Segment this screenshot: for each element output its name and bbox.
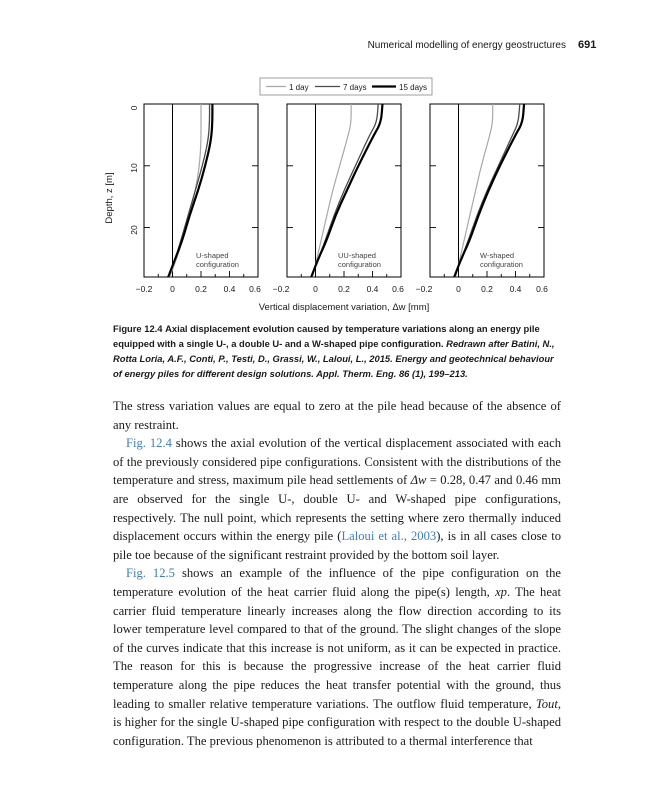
- panel-label-line2: configuration: [338, 260, 381, 269]
- x-tick-label: 0: [456, 284, 461, 294]
- y-axis-label: Depth, z [m]: [104, 172, 115, 224]
- panel-uu-shaped: [273, 104, 405, 294]
- chart-legend: [260, 78, 432, 95]
- x-tick-label: 0.2: [338, 284, 350, 294]
- x-tick-label: −0.2: [272, 284, 290, 294]
- panel-label-line2: configuration: [480, 260, 523, 269]
- citation-link-laloui-2003[interactable]: Laloui et al., 2003: [341, 529, 437, 544]
- x-tick-label: 0.6: [249, 284, 261, 294]
- x-tick-label: 0.2: [481, 284, 493, 294]
- legend-label-15-days: 15 days: [399, 83, 428, 92]
- y-tick-label-20: 20: [129, 225, 139, 235]
- x-tick-label: 0: [313, 284, 318, 294]
- x-tick-label: 0.4: [366, 284, 379, 294]
- figure-link-12-5[interactable]: Fig. 12.5: [126, 566, 175, 581]
- running-head: Numerical modelling of energy geostructures: [367, 40, 566, 51]
- panel-label-line1: W-shaped: [480, 251, 515, 260]
- math-tout: Tout: [535, 696, 558, 711]
- panel-label-line2: configuration: [196, 260, 239, 269]
- legend-label-1-day: 1 day: [289, 83, 309, 92]
- figure-12-4: [100, 70, 570, 320]
- x-tick-label: 0.4: [509, 284, 522, 294]
- caption-reference: Redrawn after Batini, N., Rotta Loria, A.F., Conti, P., Testi, D., Grassi, W., Laloui, L., 2015. Energy and geotechnical behaviour of energy piles for different design solutions. Appl. Therm. Eng. 86 (1), 199–213.: [113, 338, 555, 379]
- x-axis-label: Vertical displacement variation, Δw [mm]: [258, 302, 430, 313]
- y-tick-label-10: 10: [129, 163, 139, 173]
- x-tick-label: 0.4: [223, 284, 236, 294]
- legend-label-7-days: 7 days: [343, 83, 367, 92]
- x-tick-label: 0: [170, 284, 175, 294]
- body-text: [113, 397, 561, 750]
- x-tick-label: 0.6: [392, 284, 404, 294]
- math-xp: xp: [495, 584, 507, 599]
- x-tick-label: 0.6: [536, 284, 548, 294]
- caption-text: Axial displacement evolution caused by temperature variations along an energy pile equipped with a single U-, a double U- and a W-shaped pipe configuration.: [113, 323, 540, 349]
- paragraph-2: Fig. 12.4 shows the axial evolution of the vertical displacement associated with each of the previously considered pipe configurations. Consistent with the distributions of the temperature and stress, maximum pile head settlements of Δw = 0.28, 0.47 and 0.46 mm are observed for the single U-, double U- and W-shaped pipe configurations, respectively. The null point, which represents the setting where zero thermally induced displacement occurs within the energy pile (Laloui et al., 2003), is in all cases close to pile toe because of the significant restraint provided by the bottom soil layer.: [113, 436, 562, 562]
- page-number: 691: [578, 39, 597, 51]
- displacement-chart: [100, 70, 570, 320]
- caption-label: Figure 12.4: [113, 323, 163, 334]
- figure-caption: [113, 321, 561, 381]
- panel-label-line1: U-shaped: [196, 251, 229, 260]
- y-tick-label-0: 0: [129, 105, 139, 111]
- panel-label-line1: UU-shaped: [338, 251, 376, 260]
- paragraph-1: The stress variation values are equal to zero at the pile head because of the absence of any restraint.: [113, 399, 561, 432]
- x-tick-label: −0.2: [135, 284, 153, 294]
- figure-link-12-4[interactable]: Fig. 12.4: [126, 436, 172, 451]
- panel-u-shaped: [136, 104, 262, 294]
- math-delta-w: Δw: [410, 473, 427, 488]
- paragraph-3: Fig. 12.5 shows an example of the influence of the pipe configuration on the temperature evolution of the heat carrier fluid along the pipe(s) length, xp. The heat carrier fluid temperature linearly increases along the flow direction according to its lower temperature level compared to that of the ground. The slight changes of the slope of the curves indicate that this increase is not uniform, as it can be expected in practice. The reason for this is because the progressive increase of the heat carrier fluid temperature along the pipe reduces the heat transfer potential with the ground, thus leading to smaller relative temperature variations. The outflow fluid temperature, Tout, is higher for the single U-shaped pipe configuration with respect to the double U-shaped configuration. The previous phenomenon is attributed to a thermal interference that: [113, 566, 561, 748]
- panel-w-shaped: [416, 104, 549, 294]
- x-tick-label: 0.2: [195, 284, 207, 294]
- x-tick-label: −0.2: [415, 284, 433, 294]
